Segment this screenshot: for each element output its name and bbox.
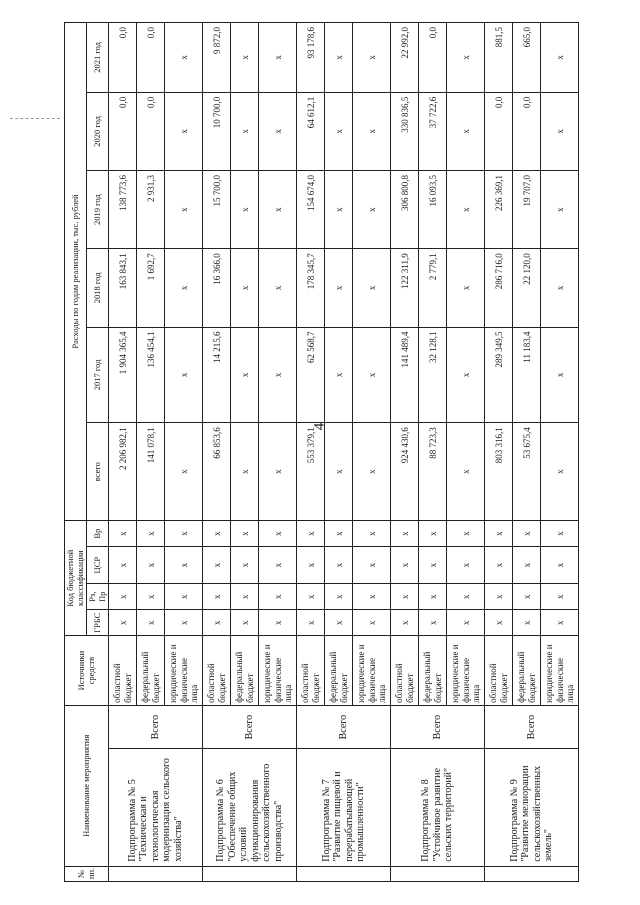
source-cell: федеральный бюджет xyxy=(325,636,353,706)
table-row xyxy=(297,23,325,882)
value-cell: 924 430,6 xyxy=(391,423,419,521)
budget-code-cell: х xyxy=(447,610,485,636)
value-cell: х xyxy=(447,92,485,170)
budget-code-cell: х xyxy=(109,610,137,636)
value-cell: х xyxy=(353,249,391,327)
value-cell: 16 093,5 xyxy=(419,171,447,249)
value-cell: х xyxy=(353,423,391,521)
row-number-cell xyxy=(391,866,485,881)
budget-code-cell: х xyxy=(513,610,541,636)
budget-code-cell: х xyxy=(485,521,513,547)
value-cell: х xyxy=(259,423,297,521)
budget-code-cell: х xyxy=(353,584,391,610)
value-cell: х xyxy=(353,171,391,249)
rotated-table-container xyxy=(64,22,576,882)
budget-code-cell: х xyxy=(325,610,353,636)
value-cell: 141 489,4 xyxy=(391,327,419,423)
value-cell: 88 723,3 xyxy=(419,423,447,521)
value-cell: 665,0 xyxy=(513,23,541,93)
value-cell: х xyxy=(259,171,297,249)
budget-code-cell: х xyxy=(541,521,579,547)
value-cell: х xyxy=(231,327,259,423)
value-cell: 330 836,5 xyxy=(391,92,419,170)
header-2021: 2021 год xyxy=(87,23,109,93)
source-cell: юридические и физические лица xyxy=(541,636,579,706)
budget-code-cell: х xyxy=(391,610,419,636)
value-cell: 178 345,7 xyxy=(297,249,325,327)
budget-code-cell: х xyxy=(541,547,579,584)
value-cell: х xyxy=(353,92,391,170)
budget-code-cell: х xyxy=(297,547,325,584)
value-cell: 1 904 365,4 xyxy=(109,327,137,423)
table-row xyxy=(391,23,419,882)
header-2018: 2018 год xyxy=(87,249,109,327)
value-cell: 62 568,7 xyxy=(297,327,325,423)
value-cell: х xyxy=(447,423,485,521)
budget-code-cell: х xyxy=(203,521,231,547)
budget-code-cell: х xyxy=(165,521,203,547)
budget-code-cell: х xyxy=(165,584,203,610)
source-cell: федеральный бюджет xyxy=(513,636,541,706)
budget-code-cell: х xyxy=(541,584,579,610)
program-name: Подпрограмма № 7 "Развитие пищевой и перерабатывающей промышленности" xyxy=(297,749,391,866)
value-cell: х xyxy=(447,327,485,423)
budget-code-cell: х xyxy=(513,547,541,584)
value-cell: х xyxy=(325,171,353,249)
value-cell: х xyxy=(541,327,579,423)
value-cell: 0,0 xyxy=(137,92,165,170)
value-cell: 0,0 xyxy=(109,92,137,170)
value-cell: 0,0 xyxy=(485,92,513,170)
header-total: всего xyxy=(87,423,109,521)
budget-code-cell: х xyxy=(259,610,297,636)
table-row xyxy=(203,23,231,882)
value-cell: х xyxy=(447,249,485,327)
table-row xyxy=(109,23,137,882)
budget-code-cell: х xyxy=(137,584,165,610)
source-cell: федеральный бюджет xyxy=(137,636,165,706)
budget-code-cell: х xyxy=(231,547,259,584)
value-cell: х xyxy=(325,23,353,93)
value-cell: 2 206 982,1 xyxy=(109,423,137,521)
value-cell: х xyxy=(541,423,579,521)
value-cell: 15 700,0 xyxy=(203,171,231,249)
value-cell: 9 872,0 xyxy=(203,23,231,93)
budget-code-cell: х xyxy=(109,584,137,610)
budget-code-cell: х xyxy=(325,521,353,547)
row-number-cell xyxy=(297,866,391,881)
value-cell: 138 773,6 xyxy=(109,171,137,249)
source-cell: областной бюджет xyxy=(109,636,137,706)
value-cell: 286 716,0 xyxy=(485,249,513,327)
source-cell: областной бюджет xyxy=(203,636,231,706)
header-name: Наименование мероприятия xyxy=(65,705,109,866)
value-cell: 10 700,0 xyxy=(203,92,231,170)
value-cell: х xyxy=(259,327,297,423)
budget-code-cell: х xyxy=(419,584,447,610)
value-cell: х xyxy=(165,23,203,93)
header-2019: 2019 год xyxy=(87,171,109,249)
header-expenses: Расходы по годам реализации, тыс. рублей xyxy=(65,23,87,521)
value-cell: 122 311,9 xyxy=(391,249,419,327)
row-number-cell xyxy=(485,866,579,881)
value-cell: 64 612,1 xyxy=(297,92,325,170)
program-name: Подпрограмма № 8 "Устойчивое развитие сельских территорий" xyxy=(391,749,485,866)
budget-code-cell: х xyxy=(231,521,259,547)
header-rz-pr: Рз, Пр xyxy=(87,584,109,610)
value-cell: 163 843,1 xyxy=(109,249,137,327)
budget-code-cell: х xyxy=(109,547,137,584)
source-cell: федеральный бюджет xyxy=(231,636,259,706)
value-cell: х xyxy=(325,249,353,327)
value-cell: х xyxy=(541,23,579,93)
total-label: Всего xyxy=(485,705,579,749)
source-cell: юридические и физические лица xyxy=(353,636,391,706)
value-cell: х xyxy=(259,23,297,93)
value-cell: 226 369,1 xyxy=(485,171,513,249)
value-cell: 154 674,0 xyxy=(297,171,325,249)
budget-code-cell: х xyxy=(325,584,353,610)
budget-code-cell: х xyxy=(259,584,297,610)
value-cell: 141 078,1 xyxy=(137,423,165,521)
source-cell: областной бюджет xyxy=(485,636,513,706)
budget-code-cell: х xyxy=(485,547,513,584)
budget-code-cell: х xyxy=(447,547,485,584)
value-cell: 2 779,1 xyxy=(419,249,447,327)
program-name: Подпрограмма № 9 "Развитие мелиорации сельскохозяйственных земель" xyxy=(485,749,579,866)
value-cell: х xyxy=(325,423,353,521)
value-cell: 0,0 xyxy=(109,23,137,93)
table-body xyxy=(109,23,579,882)
value-cell: х xyxy=(165,171,203,249)
total-label: Всего xyxy=(297,705,391,749)
page-number: 4 xyxy=(311,422,328,431)
table-row xyxy=(485,23,513,882)
budget-code-cell: х xyxy=(297,610,325,636)
value-cell: х xyxy=(165,249,203,327)
value-cell: 0,0 xyxy=(137,23,165,93)
value-cell: х xyxy=(231,423,259,521)
value-cell: 16 366,0 xyxy=(203,249,231,327)
value-cell: 881,5 xyxy=(485,23,513,93)
budget-code-cell: х xyxy=(353,610,391,636)
budget-code-cell: х xyxy=(485,610,513,636)
value-cell: х xyxy=(231,92,259,170)
source-cell: федеральный бюджет xyxy=(419,636,447,706)
value-cell: 53 675,4 xyxy=(513,423,541,521)
budget-code-cell: х xyxy=(203,610,231,636)
budget-code-cell: х xyxy=(513,584,541,610)
budget-code-cell: х xyxy=(391,547,419,584)
header-csr: ЦСР xyxy=(87,547,109,584)
value-cell: 22 992,0 xyxy=(391,23,419,93)
budget-code-cell: х xyxy=(203,547,231,584)
value-cell: х xyxy=(541,92,579,170)
budget-code-cell: х xyxy=(137,521,165,547)
budget-code-cell: х xyxy=(297,521,325,547)
budget-code-cell: х xyxy=(231,610,259,636)
row-number-cell xyxy=(203,866,297,881)
value-cell: х xyxy=(231,249,259,327)
value-cell: х xyxy=(259,249,297,327)
value-cell: х xyxy=(447,171,485,249)
source-cell: областной бюджет xyxy=(297,636,325,706)
source-cell: областной бюджет xyxy=(391,636,419,706)
margin-mark xyxy=(10,118,60,119)
total-label: Всего xyxy=(391,705,485,749)
program-name: Подпрограмма № 6 "Обеспечение общих условий функционирования сельскохозяйственного производства" xyxy=(203,749,297,866)
header-2020: 2020 год xyxy=(87,92,109,170)
header-2017: 2017 год xyxy=(87,327,109,423)
total-label: Всего xyxy=(109,705,203,749)
budget-code-cell: х xyxy=(447,584,485,610)
value-cell: 553 379,1 xyxy=(297,423,325,521)
value-cell: х xyxy=(325,92,353,170)
budget-code-cell: х xyxy=(485,584,513,610)
value-cell: х xyxy=(231,171,259,249)
value-cell: х xyxy=(353,327,391,423)
budget-code-cell: х xyxy=(325,547,353,584)
budget-code-cell: х xyxy=(541,610,579,636)
header-grbs: ГРБС xyxy=(87,610,109,636)
value-cell: 289 349,5 xyxy=(485,327,513,423)
value-cell: 19 707,0 xyxy=(513,171,541,249)
budget-code-cell: х xyxy=(137,610,165,636)
value-cell: х xyxy=(165,327,203,423)
total-label: Всего xyxy=(203,705,297,749)
value-cell: 0,0 xyxy=(513,92,541,170)
budget-code-cell: х xyxy=(203,584,231,610)
value-cell: х xyxy=(165,92,203,170)
value-cell: х xyxy=(541,249,579,327)
budget-code-cell: х xyxy=(353,521,391,547)
value-cell: 22 120,0 xyxy=(513,249,541,327)
budget-code-cell: х xyxy=(231,584,259,610)
budget-code-cell: х xyxy=(391,521,419,547)
budget-code-cell: х xyxy=(165,610,203,636)
budget-code-cell: х xyxy=(447,521,485,547)
value-cell: 1 692,7 xyxy=(137,249,165,327)
value-cell: 32 128,1 xyxy=(419,327,447,423)
value-cell: 0,0 xyxy=(419,23,447,93)
source-cell: юридические и физические лица xyxy=(165,636,203,706)
value-cell: 37 722,6 xyxy=(419,92,447,170)
value-cell: 136 454,1 xyxy=(137,327,165,423)
budget-code-cell: х xyxy=(297,584,325,610)
budget-code-cell: х xyxy=(391,584,419,610)
budget-code-cell: х xyxy=(165,547,203,584)
value-cell: 11 183,4 xyxy=(513,327,541,423)
budget-code-cell: х xyxy=(259,521,297,547)
budget-code-cell: х xyxy=(109,521,137,547)
value-cell: 2 931,3 xyxy=(137,171,165,249)
value-cell: 66 853,6 xyxy=(203,423,231,521)
budget-code-cell: х xyxy=(259,547,297,584)
budget-code-cell: х xyxy=(513,521,541,547)
value-cell: х xyxy=(165,423,203,521)
value-cell: х xyxy=(541,171,579,249)
budget-code-cell: х xyxy=(419,521,447,547)
program-name: Подпрограмма № 5 "Техническая и технологическая модернизация сельского хозяйства" xyxy=(109,749,203,866)
budget-code-cell: х xyxy=(419,547,447,584)
header-budget-code: Код бюджетной классификации xyxy=(65,521,87,636)
value-cell: 306 800,8 xyxy=(391,171,419,249)
expenses-table xyxy=(64,22,579,882)
value-cell: 14 215,6 xyxy=(203,327,231,423)
row-number-cell xyxy=(109,866,203,881)
budget-code-cell: х xyxy=(353,547,391,584)
value-cell: х xyxy=(259,92,297,170)
value-cell: х xyxy=(231,23,259,93)
header-num: № пп. xyxy=(65,866,109,881)
source-cell: юридические и физические лица xyxy=(259,636,297,706)
budget-code-cell: х xyxy=(137,547,165,584)
budget-code-cell: х xyxy=(419,610,447,636)
value-cell: 93 178,6 xyxy=(297,23,325,93)
value-cell: х xyxy=(353,23,391,93)
value-cell: х xyxy=(325,327,353,423)
value-cell: 803 316,1 xyxy=(485,423,513,521)
source-cell: юридические и физические лица xyxy=(447,636,485,706)
header-vr: Вр xyxy=(87,521,109,547)
value-cell: х xyxy=(447,23,485,93)
header-sources: Источники средств xyxy=(65,636,109,706)
